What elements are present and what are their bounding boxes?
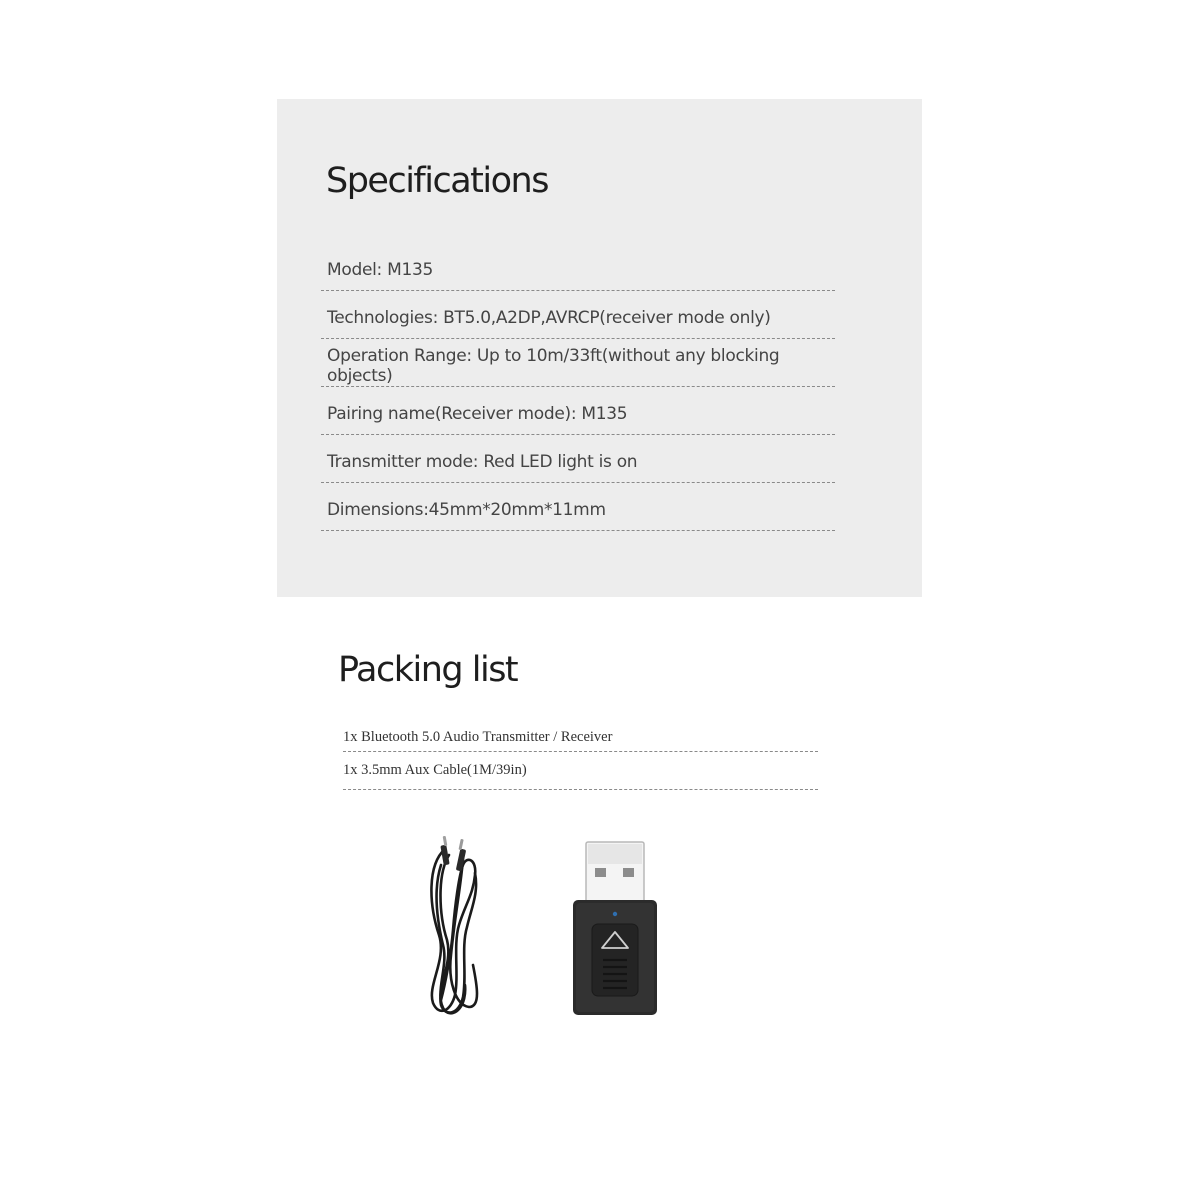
usb-bluetooth-adapter-icon [570,840,660,1020]
specifications-title: Specifications [326,161,548,201]
spec-row-transmitter-mode: Transmitter mode: Red LED light is on [321,435,835,483]
spec-row-technologies: Technologies: BT5.0,A2DP,AVRCP(receiver mode only) [321,291,835,339]
packing-list [343,723,818,790]
spec-row-model: Model: M135 [321,244,835,291]
packing-item-cable: 1x 3.5mm Aux Cable(1M/39in) [343,752,818,790]
coiled-aux-cable-icon [415,835,495,1020]
spec-row-dimensions: Dimensions:45mm*20mm*11mm [321,483,835,531]
packing-list-title: Packing list [338,650,518,690]
specifications-list [321,244,835,531]
spec-row-pairing-name: Pairing name(Receiver mode): M135 [321,387,835,435]
specifications-panel [277,99,922,597]
packing-item-adapter: 1x Bluetooth 5.0 Audio Transmitter / Receiver [343,723,818,752]
spec-row-operation-range: Operation Range: Up to 10m/33ft(without any blocking objects) [321,339,835,387]
